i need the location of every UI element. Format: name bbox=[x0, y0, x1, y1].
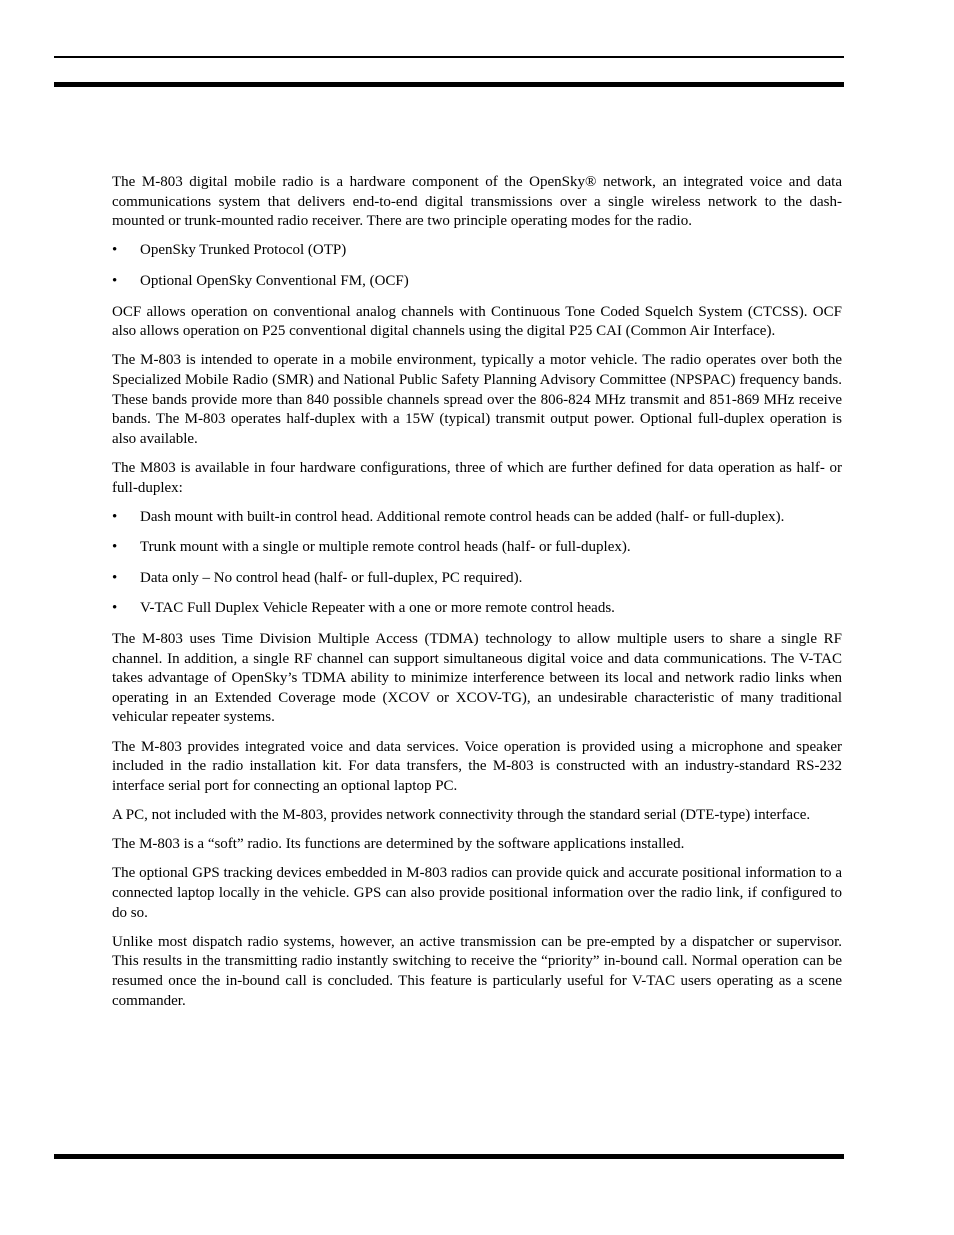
list-item-text: Trunk mount with a single or multiple remote control heads (half- or full-duplex). bbox=[140, 539, 631, 556]
bullet-icon: • bbox=[112, 600, 118, 617]
header-rule-thick bbox=[54, 82, 844, 87]
list-item-text: OpenSky Trunked Protocol (OTP) bbox=[140, 242, 347, 259]
paragraph-mobile-environment: The M-803 is intended to operate in a mobile environment, typically a motor vehicle. The radio operates over both the Specialized Mobile Radio (SMR) and National Public Safety Planning Advisory Committee (NPSPAC) frequency bands. These bands provide more than 840 possible channels spread over the 806-824 MHz transmit and 851-869 MHz receive bands. The M-803 operates half-duplex with a 15W (typical) transmit output power. Optional full-duplex operation is also available. bbox=[112, 352, 842, 447]
list-item-text: Optional OpenSky Conventional FM, (OCF) bbox=[140, 272, 409, 289]
configurations-list bbox=[112, 508, 842, 619]
paragraph-voice-data: The M-803 provides integrated voice and data services. Voice operation is provided using a microphone and speaker included in the radio installation kit. For data transfers, the M-803 is constructed with an industry-standard RS-232 interface serial port for connecting an optional laptop PC. bbox=[112, 738, 842, 794]
paragraph-intro: The M-803 digital mobile radio is a hardware component of the OpenSky® network, an integrated voice and data communications system that delivers end-to-end digital transmissions over a single wireless network to the dash-mounted or trunk-mounted radio receiver. There are two principle operating modes for the radio. bbox=[112, 174, 842, 230]
list-item bbox=[112, 538, 842, 558]
bullet-icon: • bbox=[112, 272, 118, 289]
paragraph-soft-radio: The M-803 is a “soft” radio. Its functions are determined by the software applications installed. bbox=[112, 836, 685, 853]
bullet-icon: • bbox=[112, 539, 118, 556]
paragraph-ocf: OCF allows operation on conventional analog channels with Continuous Tone Coded Squelch System (CTCSS). OCF also allows operation on P25 conventional digital channels using the digital P25 CAI (Common Air Interface). bbox=[112, 303, 842, 340]
paragraph-pc: A PC, not included with the M-803, provides network connectivity through the standard serial (DTE-type) interface. bbox=[112, 807, 811, 823]
list-item bbox=[112, 241, 842, 261]
bullet-icon: • bbox=[112, 242, 118, 259]
bullet-icon: • bbox=[112, 569, 118, 586]
list-item-text: Dash mount with built-in control head. Additional remote control heads can be added (half- or full-duplex). bbox=[140, 508, 785, 525]
list-item bbox=[112, 272, 842, 292]
paragraph-preemption: Unlike most dispatch radio systems, however, an active transmission can be pre-empted by a dispatcher or supervisor. This results in the transmitting radio instantly switching to receive the “priority” in-bound call. Normal operation can be resumed once the in-bound call is concluded. This feature is particularly useful for V-TAC users operating as a scene commander. bbox=[112, 933, 842, 1009]
list-item bbox=[112, 569, 842, 589]
paragraph-gps: The optional GPS tracking devices embedded in M-803 radios can provide quick and accurate positional information to a connected laptop locally in the vehicle. GPS can also provide positional information over the radio link, if configured to do so. bbox=[112, 865, 842, 921]
list-item-text: V-TAC Full Duplex Vehicle Repeater with a one or more remote control heads. bbox=[140, 600, 615, 617]
list-item bbox=[112, 599, 842, 619]
paragraph-configurations: The M803 is available in four hardware configurations, three of which are further defined for data operation as half- or full-duplex: bbox=[112, 459, 842, 496]
list-item-text: Data only – No control head (half- or full-duplex, PC required). bbox=[140, 569, 523, 586]
document-body bbox=[112, 173, 842, 1021]
list-item bbox=[112, 508, 842, 528]
footer-rule-thick bbox=[54, 1154, 844, 1159]
bullet-icon: • bbox=[112, 508, 118, 525]
paragraph-tdma: The M-803 uses Time Division Multiple Access (TDMA) technology to allow multiple users to share a single RF channel. In addition, a single RF channel can support simultaneous digital voice and data communications. The V-TAC takes advantage of OpenSky’s TDMA ability to minimize interference between its local and network radio links when operating in an Extended Coverage mode (XCOV or XCOV-TG), an undesirable characteristic of many traditional vehicular repeater systems. bbox=[112, 631, 842, 726]
header-rule-thin bbox=[54, 56, 844, 58]
operating-modes-list bbox=[112, 241, 842, 291]
